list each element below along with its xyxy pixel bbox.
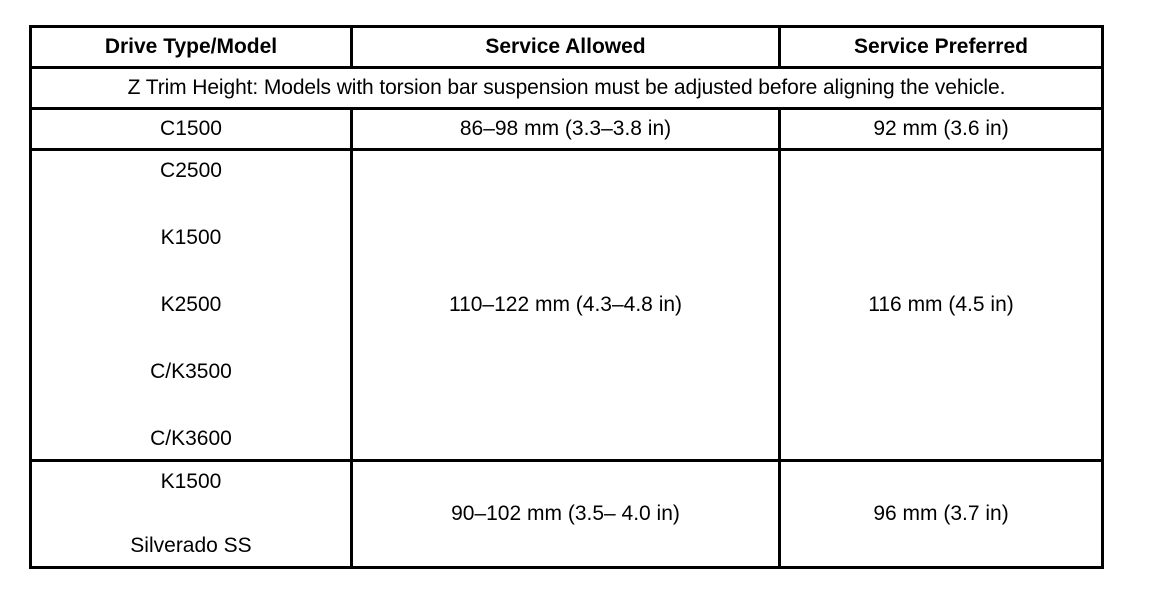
header-row xyxy=(31,27,1103,68)
model-name: K1500 xyxy=(160,470,222,493)
service-preferred-cell: 96 mm (3.7 in) xyxy=(780,461,1103,568)
model-name: K1500 xyxy=(160,226,222,249)
model-name: C1500 xyxy=(160,117,222,140)
note-row xyxy=(31,68,1103,109)
model-name: Silverado SS xyxy=(130,534,252,557)
service-allowed-cell: 86–98 mm (3.3–3.8 in) xyxy=(352,109,780,150)
model-name: C2500 xyxy=(160,159,222,182)
service-allowed-cell: 90–102 mm (3.5– 4.0 in) xyxy=(352,461,780,568)
header-service-allowed: Service Allowed xyxy=(352,27,780,68)
model-list xyxy=(32,470,350,558)
table-row xyxy=(31,150,1103,461)
service-preferred-cell: 92 mm (3.6 in) xyxy=(780,109,1103,150)
model-name: C/K3600 xyxy=(150,427,232,450)
model-list xyxy=(32,159,350,451)
table-row xyxy=(31,461,1103,568)
header-drive-type: Drive Type/Model xyxy=(31,27,352,68)
model-cell xyxy=(31,109,352,150)
model-name: C/K3500 xyxy=(150,360,232,383)
model-name: K2500 xyxy=(160,293,222,316)
model-cell xyxy=(31,461,352,568)
service-allowed-cell: 110–122 mm (4.3–4.8 in) xyxy=(352,150,780,461)
service-preferred-cell: 116 mm (4.5 in) xyxy=(780,150,1103,461)
trim-height-table xyxy=(29,25,1104,569)
header-service-preferred: Service Preferred xyxy=(780,27,1103,68)
trim-height-note: Z Trim Height: Models with torsion bar suspension must be adjusted before aligning the vehicle. xyxy=(31,68,1103,109)
table-row xyxy=(31,109,1103,150)
model-cell xyxy=(31,150,352,461)
